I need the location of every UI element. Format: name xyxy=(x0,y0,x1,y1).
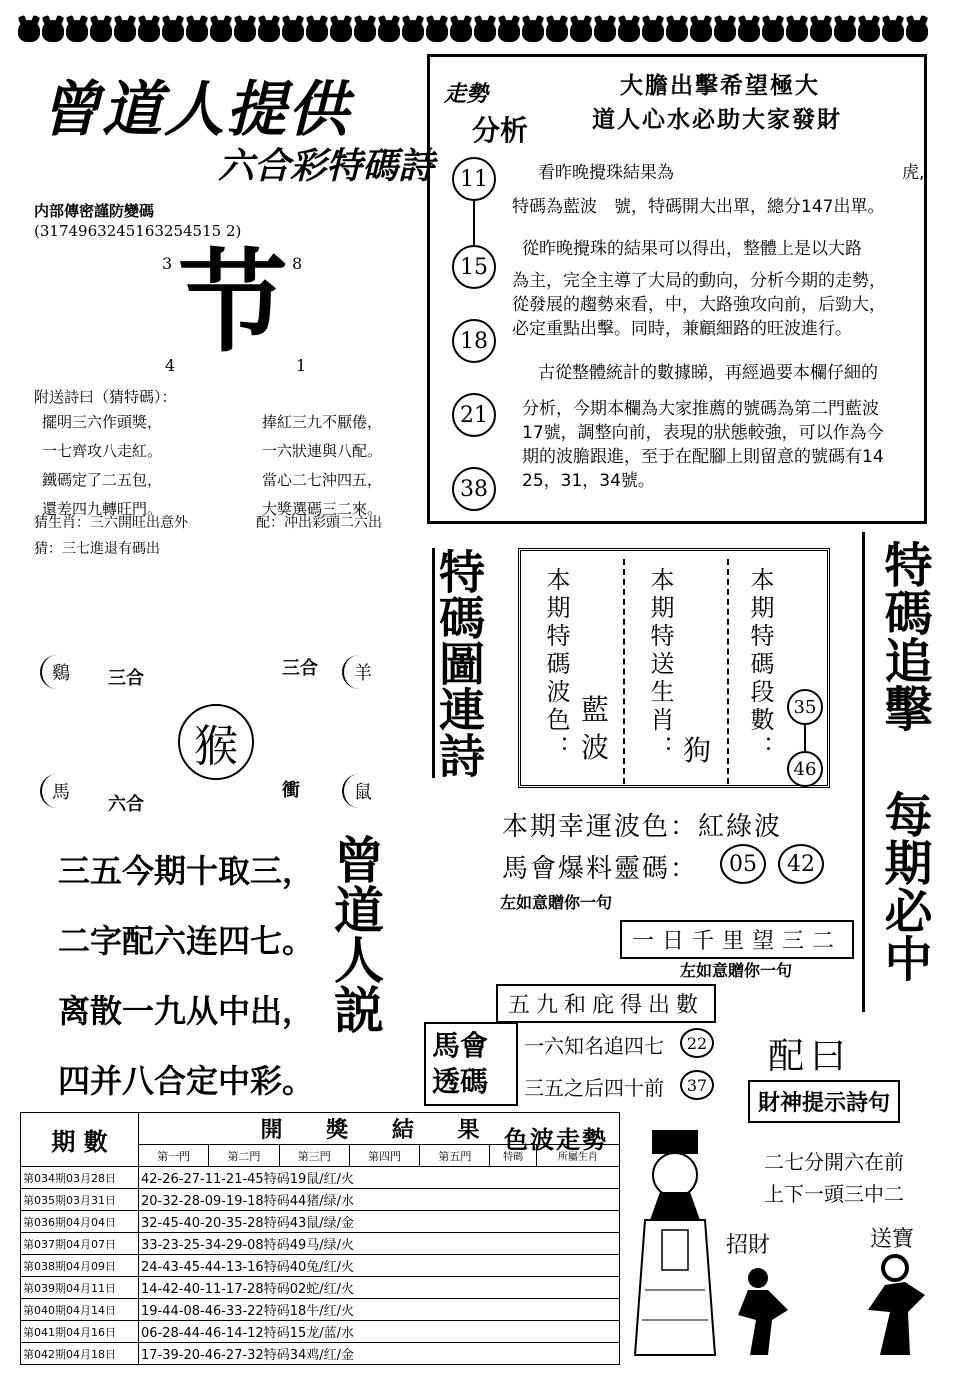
slogan-top: 特碼追擊 xyxy=(876,540,932,732)
zodiac-goat: 羊 xyxy=(342,655,376,689)
para3c: 17號，調整向前，表現的狀態較強，可以作為今 xyxy=(522,423,884,443)
ornament-head-icon xyxy=(18,20,40,42)
circle-number-21: 21 xyxy=(452,393,496,437)
para1a-end: 虎, xyxy=(902,163,925,183)
poem-col-1-answer: 藍波 xyxy=(581,693,610,764)
row-result: 20-32-28-09-19-18特码44猪/绿/水 xyxy=(139,1189,620,1211)
table-row xyxy=(21,1167,620,1189)
ornament-head-icon xyxy=(834,20,856,42)
ornament-head-icon xyxy=(546,20,568,42)
horse-label: 馬會爆料靈碼： xyxy=(502,854,699,884)
poem-col-3: 本期特碼段數： xyxy=(746,567,774,763)
pair-title: 配曰 xyxy=(768,1036,853,1077)
table-row xyxy=(21,1233,620,1255)
ornament-head-icon xyxy=(282,20,304,42)
gift-label-2: 左如意贈你一句 xyxy=(680,961,793,980)
big-character: 节 xyxy=(178,239,288,367)
circle-connector xyxy=(473,201,475,245)
poem-left: 擺明三六作頭獎， 一七齊攻八走紅。 鐵碼定了二五包， 還差四九轉旺門。 xyxy=(42,413,163,518)
ornament-head-icon xyxy=(114,20,136,42)
ornament-head-icon xyxy=(618,20,640,42)
ornament-head-icon xyxy=(186,20,208,42)
horse-club-line-2: 三五之后四十前 xyxy=(524,1076,664,1100)
zodiac-center-monkey: 猴 xyxy=(178,704,254,780)
right-divider xyxy=(862,532,865,1012)
segment-number-46: 46 xyxy=(787,751,823,787)
zodiac-chicken-note: 三合 xyxy=(108,668,144,689)
ornament-head-icon xyxy=(570,20,592,42)
zodiac-horse-note: 六合 xyxy=(108,794,144,815)
analysis-box xyxy=(427,54,927,524)
corner-number-4: 1 xyxy=(296,356,307,375)
table-row xyxy=(21,1343,620,1365)
ornament-head-icon xyxy=(234,20,256,42)
sub-col-special: 特碼 xyxy=(490,1145,536,1167)
boy-figure-left-icon xyxy=(728,1260,798,1360)
corner-number-3: 4 xyxy=(165,356,176,375)
slogan-bottom: 每期必中 xyxy=(876,790,932,982)
saying-vertical-title: 曾道人説 xyxy=(326,834,384,1034)
para3b: 分析，今期本欄為大家推薦的號碼為第二門藍波 xyxy=(522,399,879,419)
saying-lines: 三五今期十取三， 二字配六连四七。 离散一九从中出， 四并八合定中彩。 xyxy=(58,852,315,1100)
ornament-head-icon xyxy=(642,20,664,42)
gift-phrase-2: 五九和庇得出數 xyxy=(496,984,716,1023)
para2a: 從昨晚攪珠的結果可以得出，整體上是以大路 xyxy=(522,239,862,259)
ornament-head-icon xyxy=(210,20,232,42)
poem-col-1: 本期特碼波色： xyxy=(542,567,570,763)
segment-number-35: 35 xyxy=(787,689,823,725)
boy-figure-right-icon xyxy=(860,1250,930,1360)
label-zhaocai: 招財 xyxy=(726,1233,771,1258)
sub-col-5: 第五門 xyxy=(420,1145,490,1167)
row-result: 24-43-45-44-13-16特码40兔/红/火 xyxy=(139,1255,620,1277)
analysis-tag-bottom: 分析 xyxy=(472,114,529,147)
label-songbao: 送寶 xyxy=(870,1227,915,1252)
poem-col-2: 本期特送生肖： xyxy=(646,567,674,763)
zodiac-rat-note: 衝 xyxy=(282,780,300,801)
horse-number-42: 42 xyxy=(778,844,824,884)
header-ornament-strip xyxy=(18,20,938,50)
row-date: 第037期04月07日 xyxy=(21,1233,139,1255)
zodiac-horse: 馬 xyxy=(40,774,74,808)
side-vertical-title: 特碼圖連詩 xyxy=(432,548,486,778)
hint-line-2: 上下一頭三中二 xyxy=(764,1182,904,1206)
sub-col-zodiac: 所屬生肖 xyxy=(536,1145,619,1167)
table-row xyxy=(21,1255,620,1277)
brand-title: 曾道人提供 xyxy=(40,75,350,145)
ornament-head-icon xyxy=(330,20,352,42)
ornament-head-icon xyxy=(882,20,904,42)
ornament-head-icon xyxy=(762,20,784,42)
ornament-head-icon xyxy=(474,20,496,42)
ornament-head-icon xyxy=(138,20,160,42)
col-issue-header: 期 數 xyxy=(21,1113,139,1167)
zodiac-rat: 鼠 xyxy=(342,774,376,808)
col-trend-header: 色波走勢 xyxy=(504,1126,608,1154)
row-result: 42-26-27-11-21-45特码19鼠/红/火 xyxy=(139,1167,620,1189)
ornament-head-icon xyxy=(738,20,760,42)
circle-number-38: 38 xyxy=(452,467,496,511)
row-date: 第038期04月09日 xyxy=(21,1255,139,1277)
row-date: 第040期04月14日 xyxy=(21,1299,139,1321)
zodiac-goat-note: 三合 xyxy=(282,658,318,679)
poem-col-2-answer: 狗 xyxy=(683,734,712,767)
row-date: 第035期03月31日 xyxy=(21,1189,139,1211)
table-row xyxy=(21,1299,620,1321)
para3e: 25，31，34號。 xyxy=(522,471,655,491)
row-date: 第036期04月04日 xyxy=(21,1211,139,1233)
col-results-header: 開 獎 結 果 xyxy=(139,1113,620,1145)
table-row xyxy=(21,1211,620,1233)
table-row xyxy=(21,1189,620,1211)
horse-club-num-22: 22 xyxy=(680,1028,714,1058)
gift-phrase-1: 一日千里望三二 xyxy=(620,920,854,959)
ornament-head-icon xyxy=(786,20,808,42)
guess-match: 配：冲出彩頭二六出 xyxy=(256,515,382,531)
guess-more: 猜：三七進退有碼出 xyxy=(34,541,160,557)
ornament-head-icon xyxy=(258,20,280,42)
ornament-head-icon xyxy=(162,20,184,42)
poem-right: 捧紅三九不厭倦， 一六狀連與八配。 當心二七沖四五， 大獎選碼三二來。 xyxy=(262,413,383,518)
horse-club-num-37: 37 xyxy=(680,1070,714,1100)
ornament-head-icon xyxy=(378,20,400,42)
row-result: 14-42-40-11-17-28特码02蛇/红/火 xyxy=(139,1277,620,1299)
row-date: 第034期03月28日 xyxy=(21,1167,139,1189)
ornament-head-icon xyxy=(714,20,736,42)
ornament-head-icon xyxy=(66,20,88,42)
sub-col-4: 第四門 xyxy=(349,1145,419,1167)
circle-number-15: 15 xyxy=(452,245,496,289)
row-result: 32-45-40-20-35-28特码43鼠/绿/金 xyxy=(139,1211,620,1233)
ornament-head-icon xyxy=(306,20,328,42)
hint-title: 財神提示詩句 xyxy=(748,1080,900,1123)
row-date: 第042期04月18日 xyxy=(21,1343,139,1365)
ornament-head-icon xyxy=(522,20,544,42)
god-of-wealth-figure xyxy=(630,1120,720,1360)
para2c: 從發展的趨勢來看，中，大路強攻向前，后勁大， xyxy=(512,295,886,315)
ornament-head-icon xyxy=(498,20,520,42)
row-result: 06-28-44-46-14-12特码15龙/蓝/水 xyxy=(139,1321,620,1343)
ornament-head-icon xyxy=(450,20,472,42)
guess-zodiac: 猜生肖：三六開旺出意外 xyxy=(34,515,188,531)
ornament-head-icon xyxy=(666,20,688,42)
gift-label-1: 左如意贈你一句 xyxy=(500,893,613,912)
row-date: 第041期04月16日 xyxy=(21,1321,139,1343)
row-result: 17-39-20-46-27-32特码34鸡/红/金 xyxy=(139,1343,620,1365)
sub-col-3: 第三門 xyxy=(279,1145,349,1167)
ornament-head-icon xyxy=(90,20,112,42)
corner-number-1: 3 xyxy=(162,254,173,273)
secret-code: (3174963245163254515 2) xyxy=(34,222,242,240)
ornament-head-icon xyxy=(354,20,376,42)
secret-label: 内部傳密謹防變碼 xyxy=(34,202,155,220)
poem-columns-box xyxy=(518,548,830,788)
analysis-tag-top: 走勢 xyxy=(444,82,489,107)
para2d: 必定重點出擊。同時，兼顧細路的旺波進行。 xyxy=(512,319,852,339)
ornament-head-icon xyxy=(402,20,424,42)
horse-club-box: 馬會 透碼 xyxy=(424,1022,518,1106)
para3d: 期的波膽跟進，至于在配腳上則留意的號碼有14 xyxy=(522,447,884,467)
zodiac-chicken: 鷄 xyxy=(40,655,74,689)
table-row xyxy=(21,1277,620,1299)
table-row xyxy=(21,1321,620,1343)
lucky-wave: 本期幸運波色：紅綠波 xyxy=(502,812,783,842)
row-result: 33-23-25-34-29-08特码49马/绿/火 xyxy=(139,1233,620,1255)
para3a: 古從整體統計的數據睇，再經過要本欄仔細的 xyxy=(538,363,878,383)
poem-title: 附送詩曰（猜特碼）： xyxy=(34,388,177,406)
ornament-head-icon xyxy=(906,20,928,42)
analysis-headline-1: 大膽出擊希望極大 xyxy=(620,73,820,99)
para1a: 看昨晚攪珠結果為 xyxy=(538,163,674,183)
ornament-head-icon xyxy=(810,20,832,42)
analysis-headline-2: 道人心水必助大家發財 xyxy=(592,107,842,133)
sub-col-2: 第二門 xyxy=(209,1145,279,1167)
ornament-head-icon xyxy=(42,20,64,42)
column-divider xyxy=(623,559,625,784)
ornament-head-icon xyxy=(426,20,448,42)
subtitle: 六合彩特碼詩 xyxy=(218,146,435,187)
circle-number-18: 18 xyxy=(452,319,496,363)
para1b: 特碼為藍波 號，特碼開大出單，總分147出單。 xyxy=(512,197,885,217)
segment-connector xyxy=(804,725,806,751)
row-date: 第039期04月11日 xyxy=(21,1277,139,1299)
circle-number-11: 11 xyxy=(452,157,496,201)
sub-col-1: 第一門 xyxy=(139,1145,209,1167)
horse-number-05: 05 xyxy=(720,844,766,884)
corner-number-2: 8 xyxy=(292,254,303,273)
horse-club-line-1: 一六知名追四七 xyxy=(524,1034,664,1058)
ornament-head-icon xyxy=(690,20,712,42)
column-divider xyxy=(727,559,729,784)
ornament-head-icon xyxy=(858,20,880,42)
row-result: 19-44-08-46-33-22特码18牛/红/火 xyxy=(139,1299,620,1321)
ornament-head-icon xyxy=(594,20,616,42)
para2b: 為主，完全主導了大局的動向，分析今期的走勢， xyxy=(512,271,886,291)
hint-line-1: 二七分開六在前 xyxy=(764,1150,904,1174)
